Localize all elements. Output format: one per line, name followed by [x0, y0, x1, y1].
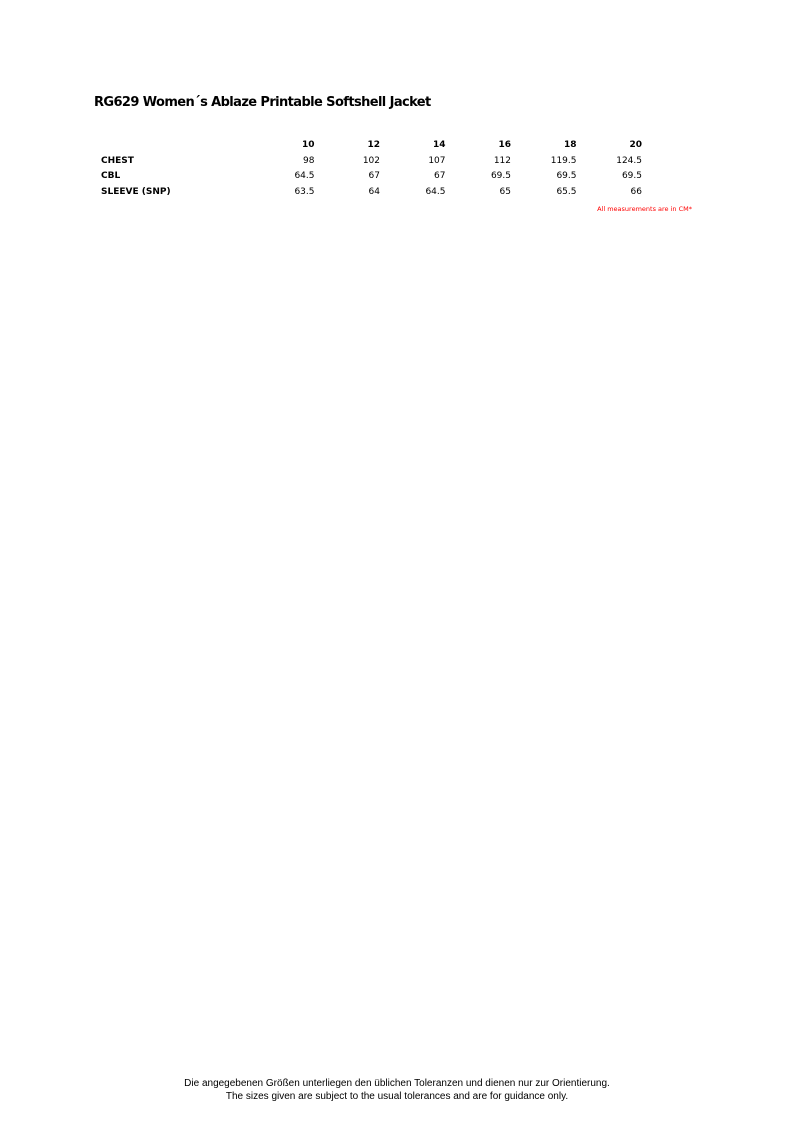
measurement-cell: 66 — [630, 186, 642, 197]
measurement-cell: 63.5 — [294, 186, 315, 197]
table-header-empty — [96, 138, 249, 154]
measurement-unit-note: All measurements are in CM* — [597, 205, 692, 213]
measurement-cell: 112 — [493, 155, 511, 166]
page-title: RG629 Women´s Ablaze Printable Softshell Jacket — [94, 95, 431, 110]
measurement-cell: 64 — [368, 186, 380, 197]
footer-text-english: The sizes given are subject to the usual tolerances and are for guidance only. — [225, 1091, 569, 1102]
row-label: SLEEVE (SNP) — [101, 186, 171, 197]
measurement-cell: 102 — [362, 155, 380, 166]
measurement-cell: 119.5 — [550, 155, 577, 166]
measurement-cell: 124.5 — [616, 155, 642, 166]
measurement-cell: 69.5 — [556, 171, 577, 181]
footer-disclaimer — [0, 1077, 794, 1103]
measurement-cell: 107 — [428, 155, 446, 166]
size-header: 12 — [367, 140, 380, 150]
size-header: 14 — [432, 140, 446, 150]
measurement-cell: 69.5 — [490, 171, 511, 181]
measurement-cell: 98 — [303, 155, 315, 166]
table-header-row — [96, 138, 642, 154]
size-header: 20 — [629, 140, 642, 150]
row-label: CBL — [101, 171, 121, 181]
size-header: 18 — [563, 140, 577, 150]
measurement-cell: 65.5 — [556, 186, 577, 197]
footer-text-german: Die angegebenen Größen unterliegen den üblichen Toleranzen und dienen nur zur Orientierung. — [184, 1078, 610, 1089]
size-chart-table — [96, 138, 642, 200]
table-row — [96, 169, 642, 185]
measurement-cell: 67 — [368, 171, 380, 181]
size-header: 10 — [301, 140, 315, 150]
table-row — [96, 154, 642, 170]
size-header: 16 — [498, 140, 511, 150]
measurement-cell: 64.5 — [294, 171, 315, 181]
measurement-cell: 69.5 — [621, 171, 642, 181]
measurement-cell: 64.5 — [425, 186, 446, 197]
measurement-cell: 65 — [499, 186, 511, 197]
row-label: CHEST — [101, 155, 134, 166]
measurement-cell: 67 — [434, 171, 446, 181]
table-row — [96, 185, 642, 201]
